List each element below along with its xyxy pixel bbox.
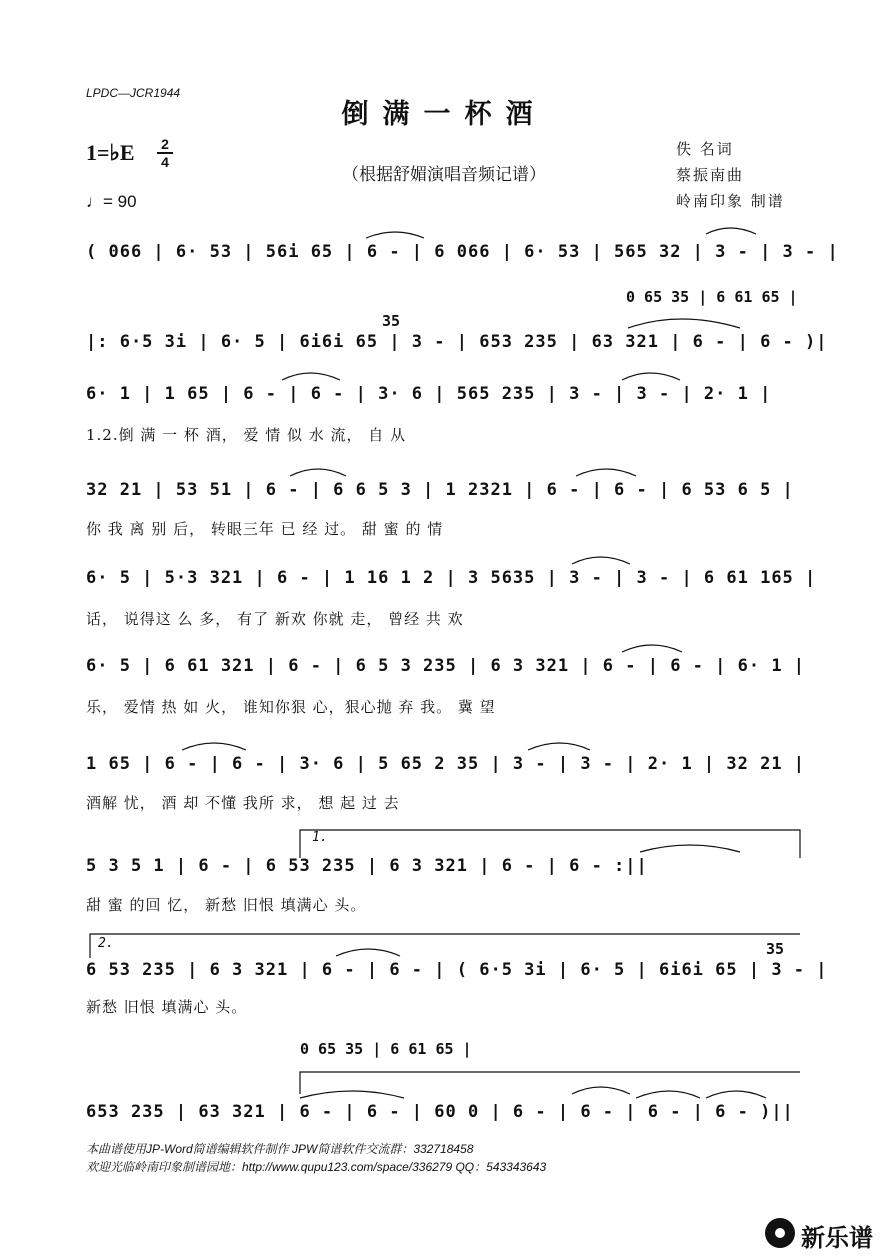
- staff-row-3: 6· 1 | 1 65 | 6 - | 6 - | 3· 6 | 565 235 | 3 - | 3 - | 2· 1 |: [86, 384, 772, 404]
- staff-row-5: 6· 5 | 5·3 321 | 6 - | 1 16 1 2 | 3 5635 | 3 - | 3 - | 6 61 165 |: [86, 568, 817, 588]
- tie-arc: [528, 743, 590, 750]
- tie-arc: [640, 845, 740, 852]
- volta-2-bracket: [90, 934, 800, 958]
- tie-arc: [572, 557, 630, 564]
- lyrics-row-7: 酒解 忧， 酒 却 不懂 我所 求， 想 起 过 去: [86, 794, 400, 812]
- tie-arc: [366, 232, 424, 238]
- score-code: LPDC—JCR1944: [86, 86, 181, 100]
- lyrics-row-9: 新愁 旧恨 填满心 头。: [86, 998, 248, 1016]
- time-signature-bottom: 4: [161, 154, 169, 170]
- staff-row-7: 1 65 | 6 - | 6 - | 3· 6 | 5 65 2 35 | 3 - | 3 - | 2· 1 | 32 21 |: [86, 754, 806, 774]
- staff-row-10: 653 235 | 63 321 | 6 - | 6 - | 60 0 | 6 - | 6 - | 6 - | 6 - )||: [86, 1102, 794, 1122]
- tie-arc: [182, 743, 246, 750]
- lyrics-row-3: 1.2.倒 满 一 杯 酒， 爱 情 似 水 流， 自 从: [86, 426, 407, 444]
- tempo-mark: ♩= 90: [86, 192, 137, 211]
- vinyl-record-icon: [765, 1218, 795, 1248]
- final-bracket: [300, 1072, 800, 1094]
- staff-row-2-upper: 0 65 35 | 6 61 65 |: [626, 288, 798, 306]
- tie-arc: [628, 319, 740, 328]
- footer-line-1: 本曲谱使用JP-Word简谱编辑软件制作 JPW简谱软件交流群：332718458: [86, 1142, 474, 1156]
- lyrics-row-6: 乐， 爱情 热 如 火， 谁知你狠 心，狠心抛 弃 我。 冀 望: [86, 698, 496, 716]
- site-logo[interactable]: [765, 1216, 881, 1252]
- staff-row-10-upper: 0 65 35 | 6 61 65 |: [300, 1040, 472, 1058]
- tie-arc: [706, 228, 756, 234]
- volta-1-bracket: [300, 830, 800, 858]
- credit-composer: 蔡振南曲: [676, 166, 745, 184]
- tie-arc: [622, 373, 680, 380]
- staff-row-9: 6 53 235 | 6 3 321 | 6 - | 6 - | ( 6·5 3i | 6· 5 | 6i6i 65 | 3 - |: [86, 960, 828, 980]
- logo-text: 新乐谱: [801, 1224, 873, 1252]
- staff-row-6: 6· 5 | 6 61 321 | 6 - | 6 5 3 235 | 6 3 321 | 6 - | 6 - | 6· 1 |: [86, 656, 806, 676]
- tie-arc: [336, 949, 400, 956]
- volta-1-label: 1.: [312, 830, 328, 845]
- key-signature: 1=♭E: [86, 140, 135, 165]
- credit-arranger: 岭南印象 制谱: [676, 192, 785, 210]
- tie-arc: [282, 373, 340, 380]
- subtitle: （根据舒媚演唱音频记谱）: [342, 165, 546, 185]
- staff-row-4: 32 21 | 53 51 | 6 - | 6 6 5 3 | 1 2321 | 6 - | 6 - | 6 53 6 5 |: [86, 480, 794, 500]
- time-signature-top: 2: [161, 136, 169, 152]
- staff-row-2: |: 6·5 3i | 6· 5 | 6i6i 65 | 3 - | 653 235 | 63 321 | 6 - | 6 - )|: [86, 332, 828, 352]
- staff-row-2-mark: 35: [382, 312, 401, 330]
- song-title: 倒满一杯酒: [341, 99, 547, 130]
- volta-2-label: 2.: [98, 936, 114, 951]
- lyrics-row-5: 话， 说得这 么 多， 有了 新欢 你就 走， 曾经 共 欢: [86, 610, 464, 628]
- tie-arc: [636, 1091, 700, 1098]
- tie-arc: [576, 469, 636, 476]
- tie-arc: [572, 1087, 630, 1094]
- lyrics-row-4: 你 我 离 别 后， 转眼三年 已 经 过。 甜 蜜 的 情: [86, 520, 444, 538]
- footer-line-2: 欢迎光临岭南印象制谱园地：http://www.qupu123.com/space/336279 QQ：543343643: [86, 1160, 547, 1174]
- staff-row-1: ( 066 | 6· 53 | 56i 65 | 6 - | 6 066 | 6· 53 | 565 32 | 3 - | 3 - |: [86, 242, 839, 262]
- staff-row-9-mark: 35: [766, 940, 785, 958]
- staff-row-8: 5 3 5 1 | 6 - | 6 53 235 | 6 3 321 | 6 - | 6 - :||: [86, 856, 648, 876]
- tie-arc: [622, 645, 682, 652]
- tie-arc: [706, 1091, 766, 1098]
- tie-arc: [300, 1091, 404, 1098]
- lyrics-row-8: 甜 蜜 的回 忆， 新愁 旧恨 填满心 头。: [86, 896, 367, 914]
- tie-arc: [290, 469, 346, 476]
- credit-lyricist: 佚 名词: [676, 140, 734, 158]
